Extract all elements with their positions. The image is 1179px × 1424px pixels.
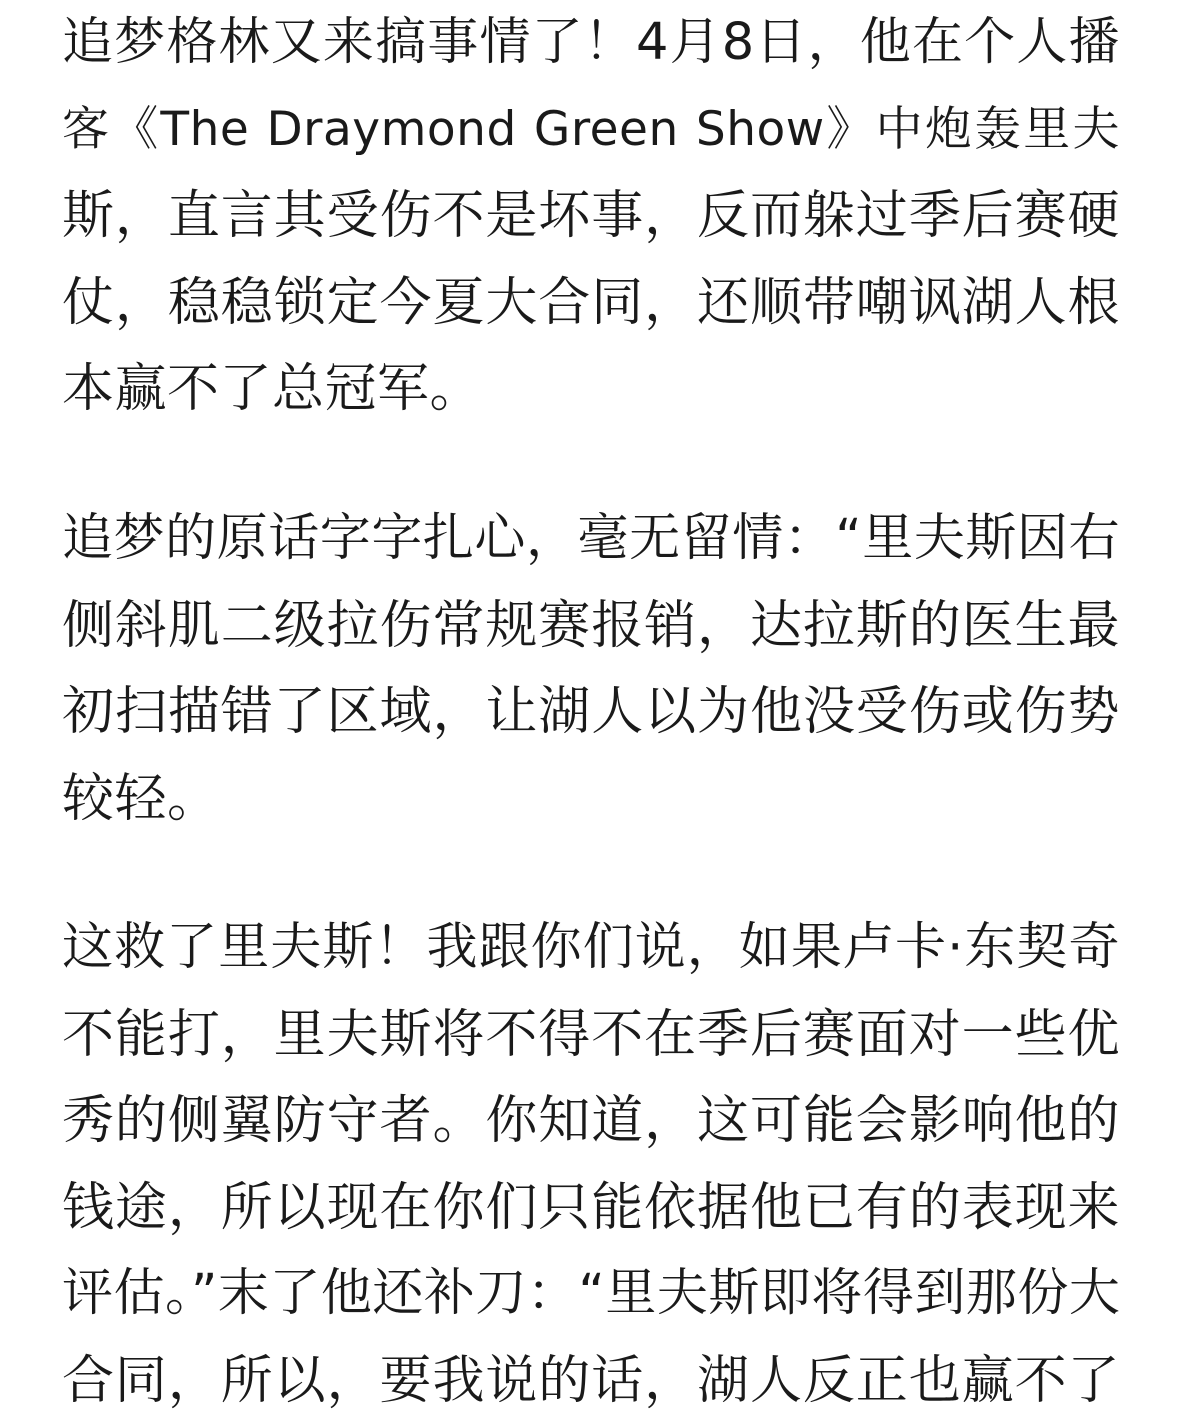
text-line: 钱途，所以现在你们只能依据他已有的表现来 [62, 1165, 1120, 1252]
text-line: 本赢不了总冠军。 [62, 346, 1120, 433]
text-line: 追梦格林又来搞事情了！4月8日，他在个人播 [62, 0, 1120, 87]
text-line: 侧斜肌二级拉伤常规赛报销，达拉斯的医生最 [62, 583, 1120, 670]
text-line: 评估。”末了他还补刀：“里夫斯即将得到那份大 [62, 1251, 1120, 1338]
text-line: 客《The Draymond Green Show》中炮轰里夫 [62, 87, 1120, 174]
paragraph-2 [62, 496, 1120, 842]
text-line: 这救了里夫斯！我跟你们说，如果卢卡·东契奇 [62, 905, 1120, 992]
text-line: 合同，所以，要我说的话，湖人反正也赢不了 [62, 1338, 1120, 1424]
text-line: 不能打，里夫斯将不得不在季后赛面对一些优 [62, 992, 1120, 1079]
text-line: 秀的侧翼防守者。你知道，这可能会影响他的 [62, 1078, 1120, 1165]
text-line: 斯，直言其受伤不是坏事，反而躲过季后赛硬 [62, 173, 1120, 260]
text-line: 较轻。 [62, 756, 1120, 843]
paragraph-1 [62, 0, 1120, 433]
text-line: 初扫描错了区域，让湖人以为他没受伤或伤势 [62, 669, 1120, 756]
text-line: 追梦的原话字字扎心，毫无留情：“里夫斯因右 [62, 496, 1120, 583]
paragraph-3 [62, 905, 1120, 1424]
text-line: 仗，稳稳锁定今夏大合同，还顺带嘲讽湖人根 [62, 260, 1120, 347]
